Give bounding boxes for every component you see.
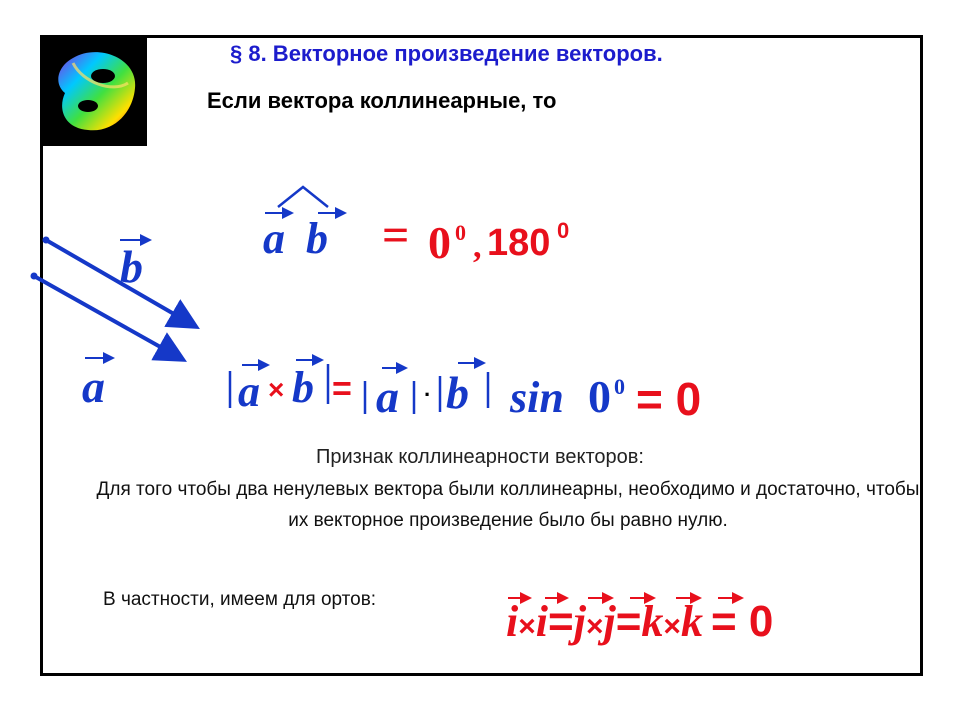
vector-b-arrow bbox=[43, 237, 194, 326]
sin-function: sin bbox=[510, 373, 564, 422]
vector-b-label: b bbox=[120, 241, 143, 292]
ort-k: k bbox=[641, 597, 664, 646]
norm-b: b bbox=[446, 367, 469, 418]
angle-zero-degree: 0 bbox=[455, 220, 466, 245]
ort-equals: = bbox=[548, 597, 574, 646]
ort-cross: × bbox=[518, 610, 536, 643]
criterion-title: Признак коллинеарности векторов: bbox=[316, 446, 644, 468]
angle-equals: = bbox=[382, 209, 410, 262]
ort-equals: = bbox=[615, 597, 642, 646]
sin-angle-degree: 0 bbox=[614, 374, 625, 399]
cross-equals: = bbox=[332, 370, 352, 408]
ort-j: j bbox=[603, 597, 616, 646]
norm-a: a bbox=[376, 371, 399, 422]
vector-a-label: a bbox=[82, 361, 105, 412]
ort-i: i bbox=[535, 597, 548, 646]
orts-label: В частности, имеем для ортов: bbox=[103, 589, 377, 610]
cross-a: a bbox=[238, 367, 260, 416]
cross-b: b bbox=[292, 363, 314, 412]
ort-k: k bbox=[680, 597, 703, 646]
page-title: § 8. Векторное произведение векторов. bbox=[230, 41, 663, 66]
dot-sign: · bbox=[424, 382, 432, 407]
sin-angle: 0 bbox=[588, 371, 611, 422]
ort-cross: × bbox=[663, 610, 681, 643]
angle-b: b bbox=[306, 214, 328, 263]
angle-zero: 0 bbox=[428, 217, 451, 268]
cross-sign: × bbox=[268, 374, 285, 405]
angle-hat bbox=[278, 187, 328, 207]
page-subtitle: Если вектора коллинеарные, то bbox=[207, 88, 557, 113]
orts-result: = 0 bbox=[710, 597, 774, 646]
ort-j: j bbox=[573, 597, 586, 646]
ort-cross: × bbox=[585, 610, 604, 643]
angle-a: a bbox=[263, 214, 285, 263]
angle-comma: , bbox=[473, 228, 482, 265]
cross-result: = 0 bbox=[636, 373, 702, 425]
vector-a-arrow bbox=[31, 273, 181, 359]
orts-formula bbox=[506, 596, 773, 647]
angle-180-degree: 0 bbox=[557, 218, 570, 243]
criterion-body: Для того чтобы два ненулевых вектора были коллинеарны, необходимо и достаточно, чтобы их векторное произведение было бы равно нулю. bbox=[96, 479, 920, 531]
ort-i: i bbox=[506, 597, 519, 646]
angle-180: 180 bbox=[487, 222, 551, 264]
